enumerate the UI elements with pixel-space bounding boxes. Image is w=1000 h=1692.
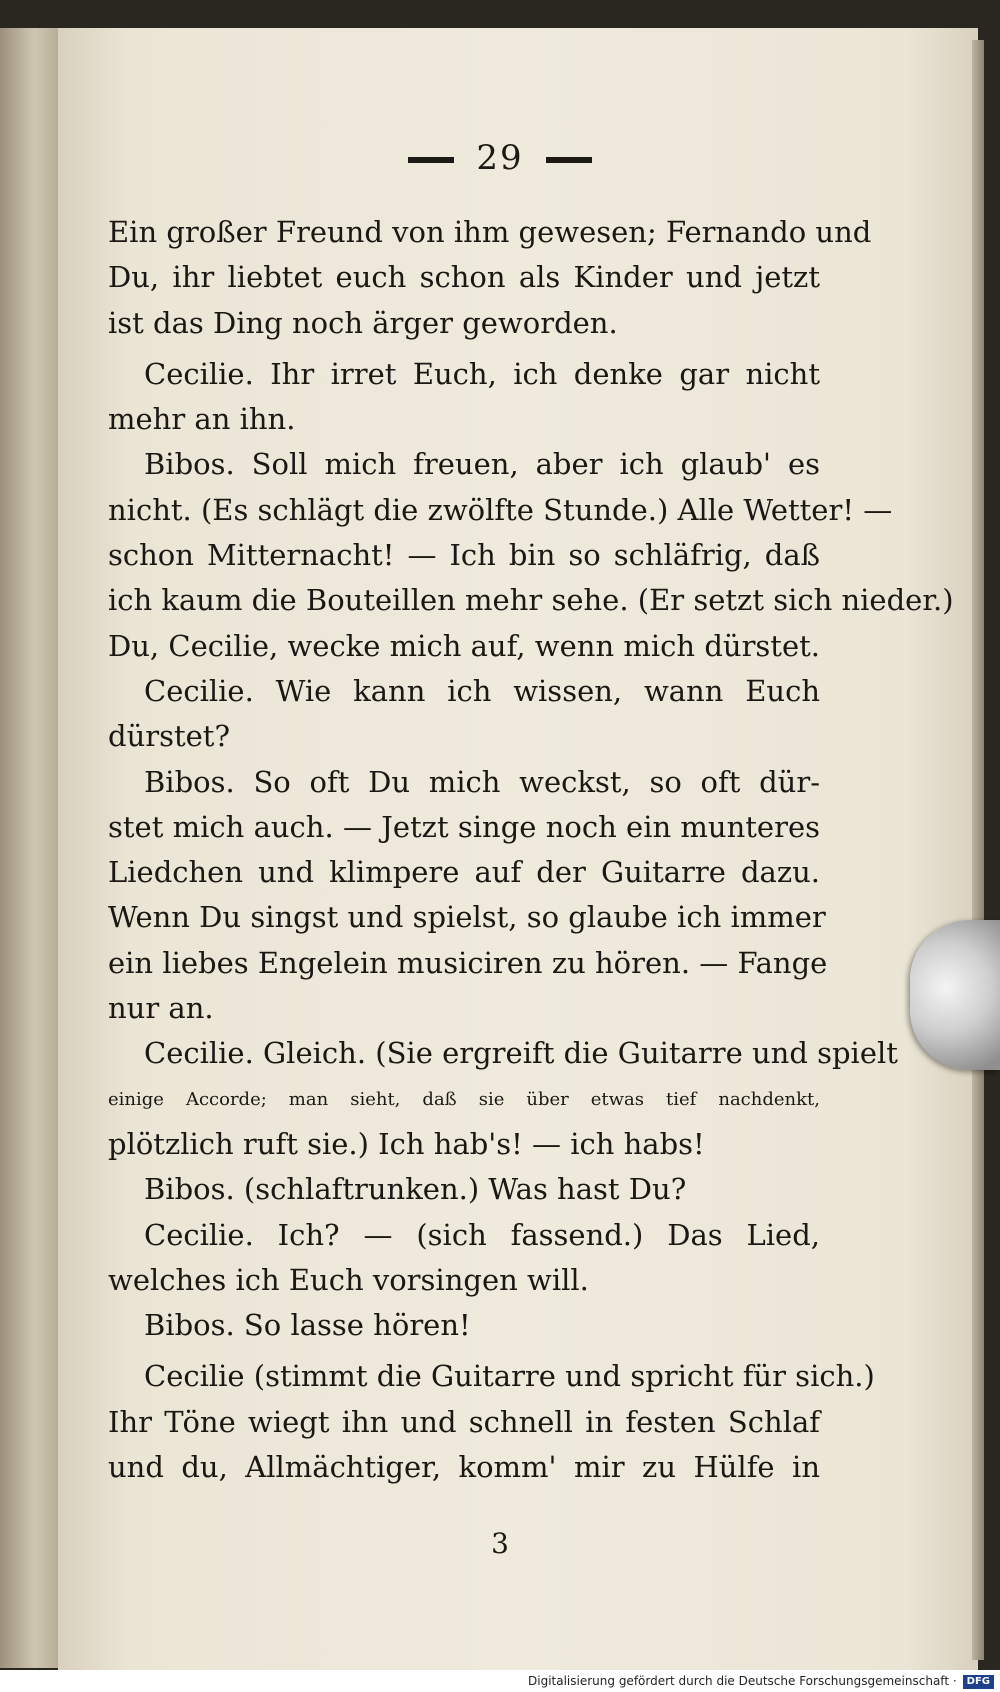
text-line: Cecilie (stimmt die Guitarre und spricht für sich.) — [144, 1359, 875, 1394]
text-line: dürstet? — [108, 719, 231, 754]
text-line: Cecilie. Ihr irret Euch, ich denke gar nicht — [144, 356, 820, 391]
text-line: Cecilie. Gleich. (Sie ergreift die Guitarre und spielt — [144, 1036, 898, 1071]
text-line: ein liebes Engelein musiciren zu hören. — Fange — [108, 945, 828, 980]
page-text — [108, 210, 954, 1490]
text-line: nicht. (Es schlägt die zwölfte Stunde.) Alle Wetter! — — [108, 492, 893, 527]
text-line: schon Mitternacht! — Ich bin so schläfrig, daß — [108, 538, 820, 573]
text-line: Bibos. Soll mich freuen, aber ich glaub' es — [144, 447, 820, 482]
text-line: ich kaum die Bouteillen mehr sehe. (Er setzt sich nieder.) — [108, 583, 954, 618]
text-line: Du, Cecilie, wecke mich auf, wenn mich dürstet. — [108, 628, 820, 663]
page-number: 29 — [476, 138, 524, 178]
text-line: ist das Ding noch ärger geworden. — [108, 305, 618, 340]
text-line: stet mich auch. — Jetzt singe noch ein munteres — [108, 809, 820, 844]
text-line: Bibos. So oft Du mich weckst, so oft dür- — [144, 764, 820, 799]
text-line-stage-direction: einige Accorde; man sieht, daß sie über etwas tief nachdenkt, — [108, 1088, 820, 1110]
text-line: nur an. — [108, 991, 214, 1026]
text-line: und du, Allmächtiger, komm' mir zu Hülfe in — [108, 1450, 820, 1485]
facing-page-edge — [0, 28, 58, 1668]
text-line: Ein großer Freund von ihm gewesen; Fernando und — [108, 215, 872, 249]
text-line: mehr an ihn. — [108, 402, 296, 437]
header-dash-right — [546, 157, 592, 163]
footer-credit: Digitalisierung gefördert durch die Deutsche Forschungsgemeinschaft · — [528, 1674, 957, 1688]
text-line: Ihr Töne wiegt ihn und schnell in festen Schlaf — [108, 1404, 820, 1439]
header-dash-left — [408, 157, 454, 163]
page-header — [0, 138, 1000, 178]
text-line: Wenn Du singst und spielst, so glaube ich immer — [108, 900, 826, 935]
signature-mark: 3 — [491, 1527, 509, 1560]
page-edge-shadow — [972, 40, 984, 1660]
text-line: Liedchen und klimpere auf der Guitarre dazu. — [108, 855, 820, 890]
page-clip — [910, 920, 1000, 1070]
text-line: Cecilie. Ich? — (sich fassend.) Das Lied, — [144, 1217, 820, 1252]
text-line: Du, ihr liebtet euch schon als Kinder und jetzt — [108, 260, 820, 295]
digitization-footer — [0, 1670, 1000, 1692]
dfg-logo: DFG — [963, 1675, 994, 1689]
text-line: Cecilie. Wie kann ich wissen, wann Euch — [144, 673, 820, 708]
text-line: plötzlich ruft sie.) Ich hab's! — ich habs! — [108, 1126, 705, 1161]
text-line: Bibos. (schlaftrunken.) Was hast Du? — [144, 1172, 687, 1207]
text-line: welches ich Euch vorsingen will. — [108, 1262, 589, 1297]
text-line: Bibos. So lasse hören! — [144, 1308, 471, 1343]
